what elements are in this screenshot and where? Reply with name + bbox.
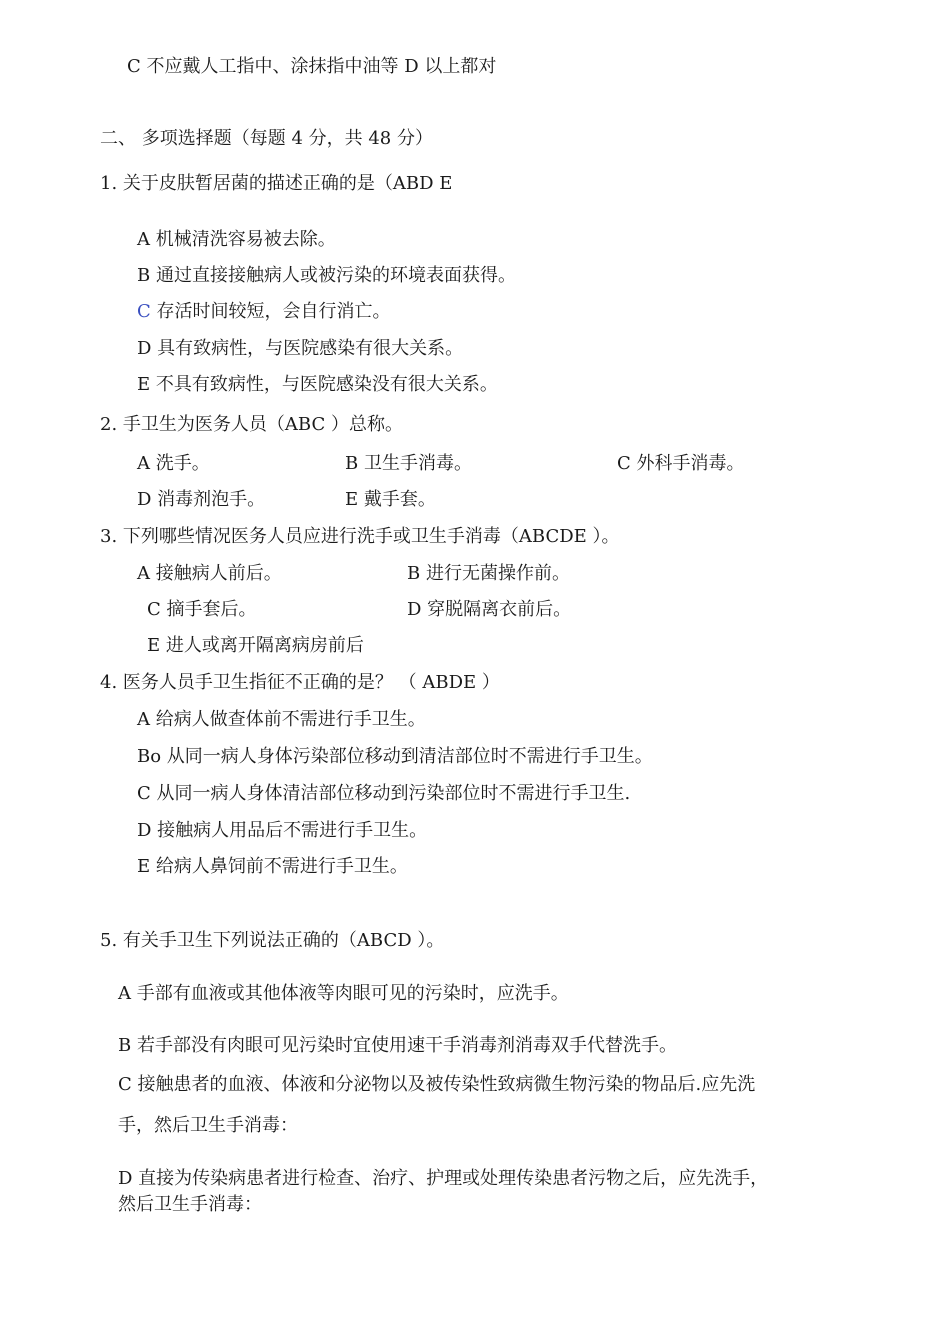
question-5-option-d-line-2: 然后卫生手消毒： [118, 1194, 262, 1215]
question-2-option-a: A 洗手。 [137, 453, 210, 474]
question-1-option-a: A 机械清洗容易被去除。 [137, 229, 336, 250]
question-3-option-b: B 进行无菌操作前。 [407, 563, 570, 584]
question-2-option-c: C 外科手消毒。 [617, 453, 745, 474]
option-c-letter: C [137, 301, 151, 322]
section-title: 二、 多项选择题（每题 4 分，共 48 分） [100, 128, 433, 149]
question-4-stem: 4. 医务人员手卫生指征不正确的是？ （ ABDE ） [100, 672, 500, 693]
question-5-stem: 5. 有关手卫生下列说法正确的（ABCD ）。 [100, 930, 445, 951]
previous-question-options: C 不应戴人工指中、涂抹指中油等 D 以上都对 [127, 56, 497, 77]
question-4-option-b: Bo 从同一病人身体污染部位移动到清洁部位时不需进行手卫生。 [137, 746, 653, 767]
question-4-option-d: D 接触病人用品后不需进行手卫生。 [137, 820, 428, 841]
question-1-option-d: D 具有致病性，与医院感染有很大关系。 [137, 338, 464, 359]
question-4-option-c: C 从同一病人身体清洁部位移动到污染部位时不需进行手卫生. [137, 783, 631, 804]
question-1-stem: 1. 关于皮肤暂居菌的描述正确的是（ABD E [100, 173, 453, 194]
question-3-option-a: A 接触病人前后。 [137, 563, 282, 584]
question-5-option-d-line-1: D 直接为传染病患者进行检查、治疗、护理或处理传染患者污物之后，应先洗手， [118, 1168, 769, 1189]
question-3-option-e: E 进人或离开隔离病房前后 [147, 635, 364, 656]
question-3-option-c: C 摘手套后。 [147, 599, 257, 620]
option-c-text: 存活时间较短，会自行消亡。 [150, 301, 391, 322]
question-2-stem: 2. 手卫生为医务人员（ABC ）总称。 [100, 414, 403, 435]
question-2-option-e: E 戴手套。 [345, 489, 436, 510]
question-4-option-a: A 给病人做查体前不需进行手卫生。 [137, 709, 426, 730]
question-5-option-c-line-2: 手，然后卫生手消毒： [118, 1115, 298, 1136]
question-2-option-b: B 卫生手消毒。 [345, 453, 472, 474]
question-1-option-e: E 不具有致病性，与医院感染没有很大关系。 [137, 374, 498, 395]
question-3-option-d: D 穿脱隔离衣前后。 [407, 599, 572, 620]
question-4-option-e: E 给病人鼻饲前不需进行手卫生。 [137, 856, 408, 877]
question-5-option-b: B 若手部没有肉眼可见污染时宜使用速干手消毒剂消毒双手代替洗手。 [118, 1035, 677, 1056]
question-3-stem: 3. 下列哪些情况医务人员应进行洗手或卫生手消毒（ABCDE ）。 [100, 526, 620, 547]
question-1-option-c [137, 301, 391, 323]
question-5-option-a: A 手部有血液或其他体液等肉眼可见的污染时，应洗手。 [118, 983, 569, 1004]
question-5-option-c-line-1: C 接触患者的血液、体液和分泌物以及被传染性致病微生物污染的物品后.应先洗 [118, 1074, 756, 1095]
question-2-option-d: D 消毒剂泡手。 [137, 489, 266, 510]
question-1-option-b: B 通过直接接触病人或被污染的环境表面获得。 [137, 265, 516, 286]
